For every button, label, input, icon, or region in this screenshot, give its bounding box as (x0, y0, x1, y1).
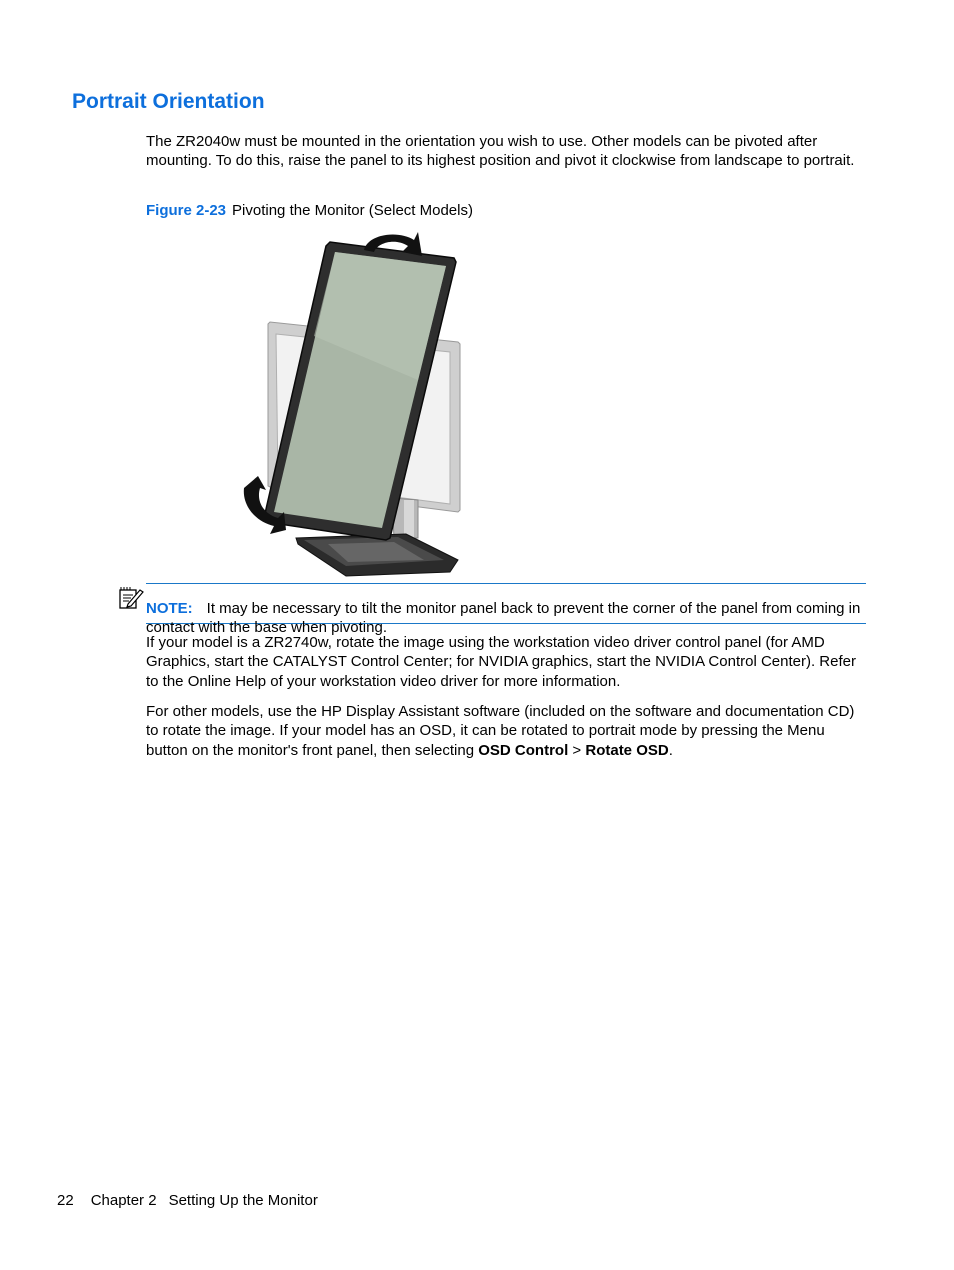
section-heading: Portrait Orientation (72, 90, 265, 113)
figure-label[interactable]: Figure 2-23 (146, 202, 227, 219)
note-label: NOTE: (146, 600, 193, 617)
footer-chapter: Chapter 2 (90, 1192, 157, 1209)
footer-title: Setting Up the Monitor (168, 1192, 318, 1209)
zr2740w-paragraph: If your model is a ZR2740w, rotate the image using the workstation video driver control panel (for AMD Graphics, start the CATALYST Control Center; for NVIDIA graphics, start the NVIDIA Control Center). Refer to the Online Help of your workstation video driver for more information. (146, 634, 856, 690)
note-paragraph (146, 599, 866, 638)
intro-paragraph: The ZR2040w must be mounted in the orientation you wish to use. Other models can be pivoted after mounting. To do this, raise the panel to its highest position and pivot it clockwise from landscape to portrait. (146, 133, 855, 170)
page-number: 22 (57, 1192, 74, 1209)
rotate-osd-term: Rotate OSD (585, 741, 669, 759)
sentence-end: . (668, 741, 673, 759)
page-footer (57, 1192, 335, 1209)
figure-caption-text: Pivoting the Monitor (Select Models) (232, 202, 473, 219)
note-pencil-icon (118, 586, 144, 610)
osd-control-term: OSD Control (478, 741, 569, 759)
monitor-pivot-illustration (218, 226, 468, 578)
menu-separator: > (568, 741, 586, 759)
figure-caption (146, 201, 473, 220)
other-models-paragraph (146, 702, 868, 760)
note-text: It may be necessary to tilt the monitor panel back to prevent the corner of the panel from coming in contact with the base when pivoting. (146, 600, 861, 637)
other-models-text: For other models, use the HP Display Assistant software (included on the software and documentation CD) to rotate the image. If your model has an OSD, it can be rotated to portrait mode by pressing the Menu button on the monitor's front panel, then selecting (146, 703, 855, 759)
